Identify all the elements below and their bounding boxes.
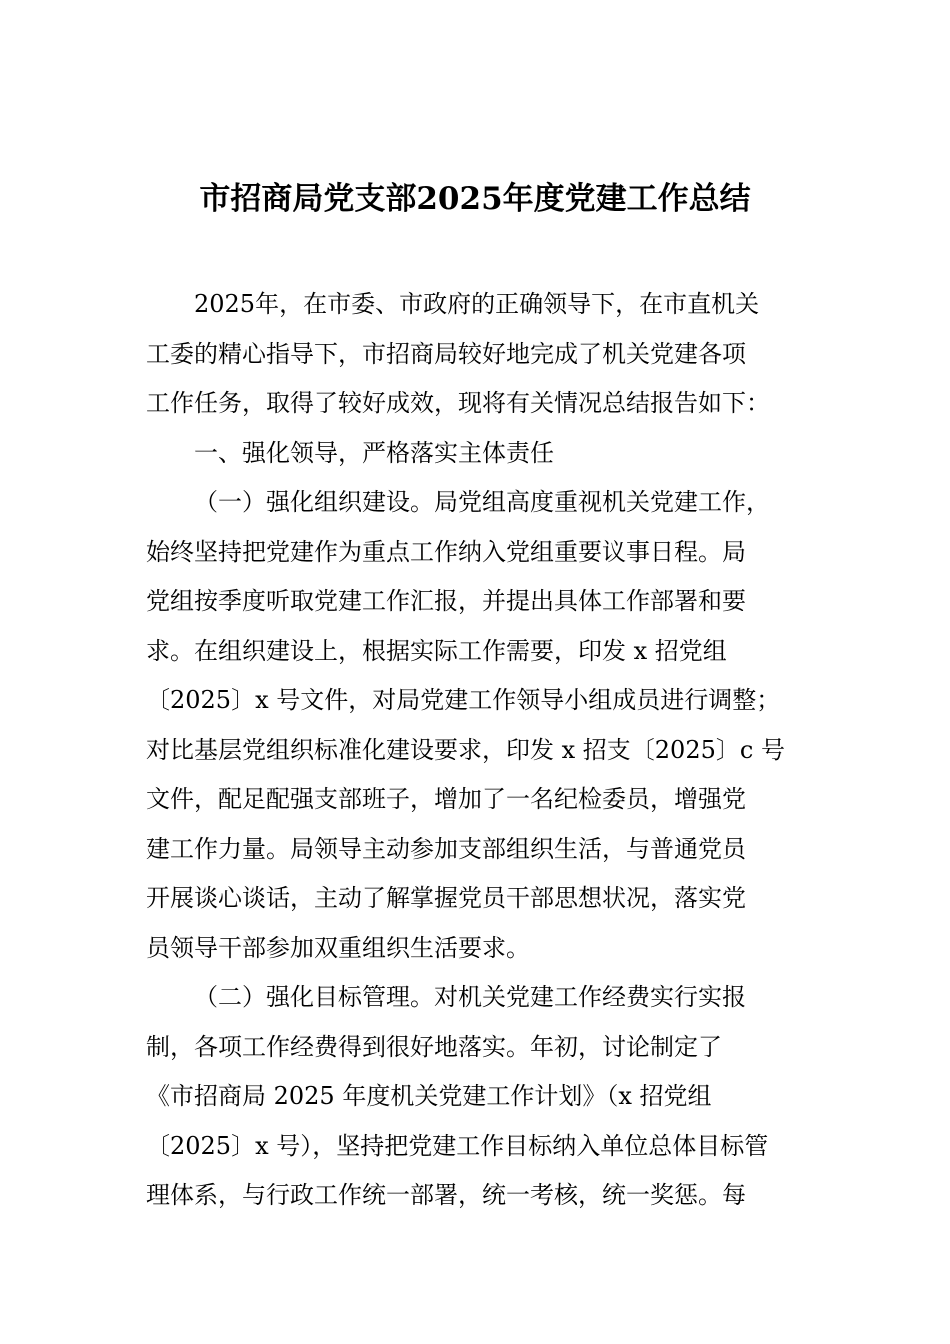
paragraph-line: 制，各项工作经费得到很好地落实。年初，讨论制定了 (146, 1032, 722, 1061)
paragraph-line: 始终坚持把党建作为重点工作纳入党组重要议事日程。局 (146, 537, 746, 566)
paragraph-line: 〔2025〕x 号），坚持把党建工作目标纳入单位总体目标管 (146, 1131, 769, 1160)
paragraph-line: 求。在组织建设上，根据实际工作需要，印发 x 招党组 (146, 636, 727, 665)
paragraph-line: 工作任务，取得了较好成效，现将有关情况总结报告如下： (146, 389, 770, 417)
paragraph-line: 对比基层党组织标准化建设要求，印发 x 招支〔2025〕c 号 (146, 735, 785, 764)
paragraph-line: 《市招商局 2025 年度机关党建工作计划》（x 招党组 (146, 1082, 712, 1110)
paragraph-line: 员领导干部参加双重组织生活要求。 (146, 933, 530, 962)
paragraph-line: 工委的精心指导下，市招商局较好地完成了机关党建各项 (146, 339, 746, 368)
paragraph-line: （一）强化组织建设。局党组高度重视机关党建工作， (194, 488, 770, 516)
paragraph-line: 文件，配足配强支部班子，增加了一名纪检委员，增强党 (146, 785, 746, 813)
paragraph-line: 党组按季度听取党建工作汇报，并提出具体工作部署和要 (146, 587, 746, 615)
document-body (146, 280, 806, 1221)
paragraph-line: 理体系，与行政工作统一部署，统一考核，统一奖惩。每 (146, 1181, 746, 1209)
paragraph-line: 2025年，在市委、市政府的正确领导下，在市直机关 (194, 290, 760, 318)
section-heading: 一、强化领导，严格落实主体责任 (194, 438, 554, 467)
paragraph-line: （二）强化目标管理。对机关党建工作经费实行实报 (194, 983, 746, 1011)
paragraph-line: 建工作力量。局领导主动参加支部组织生活，与普通党员 (146, 834, 746, 863)
document-title: 市招商局党支部2025年度党建工作总结 (199, 181, 751, 217)
paragraph-line: 〔2025〕x 号文件，对局党建工作领导小组成员进行调整； (146, 686, 781, 714)
paragraph-line: 开展谈心谈话，主动了解掌握党员干部思想状况，落实党 (146, 884, 746, 912)
